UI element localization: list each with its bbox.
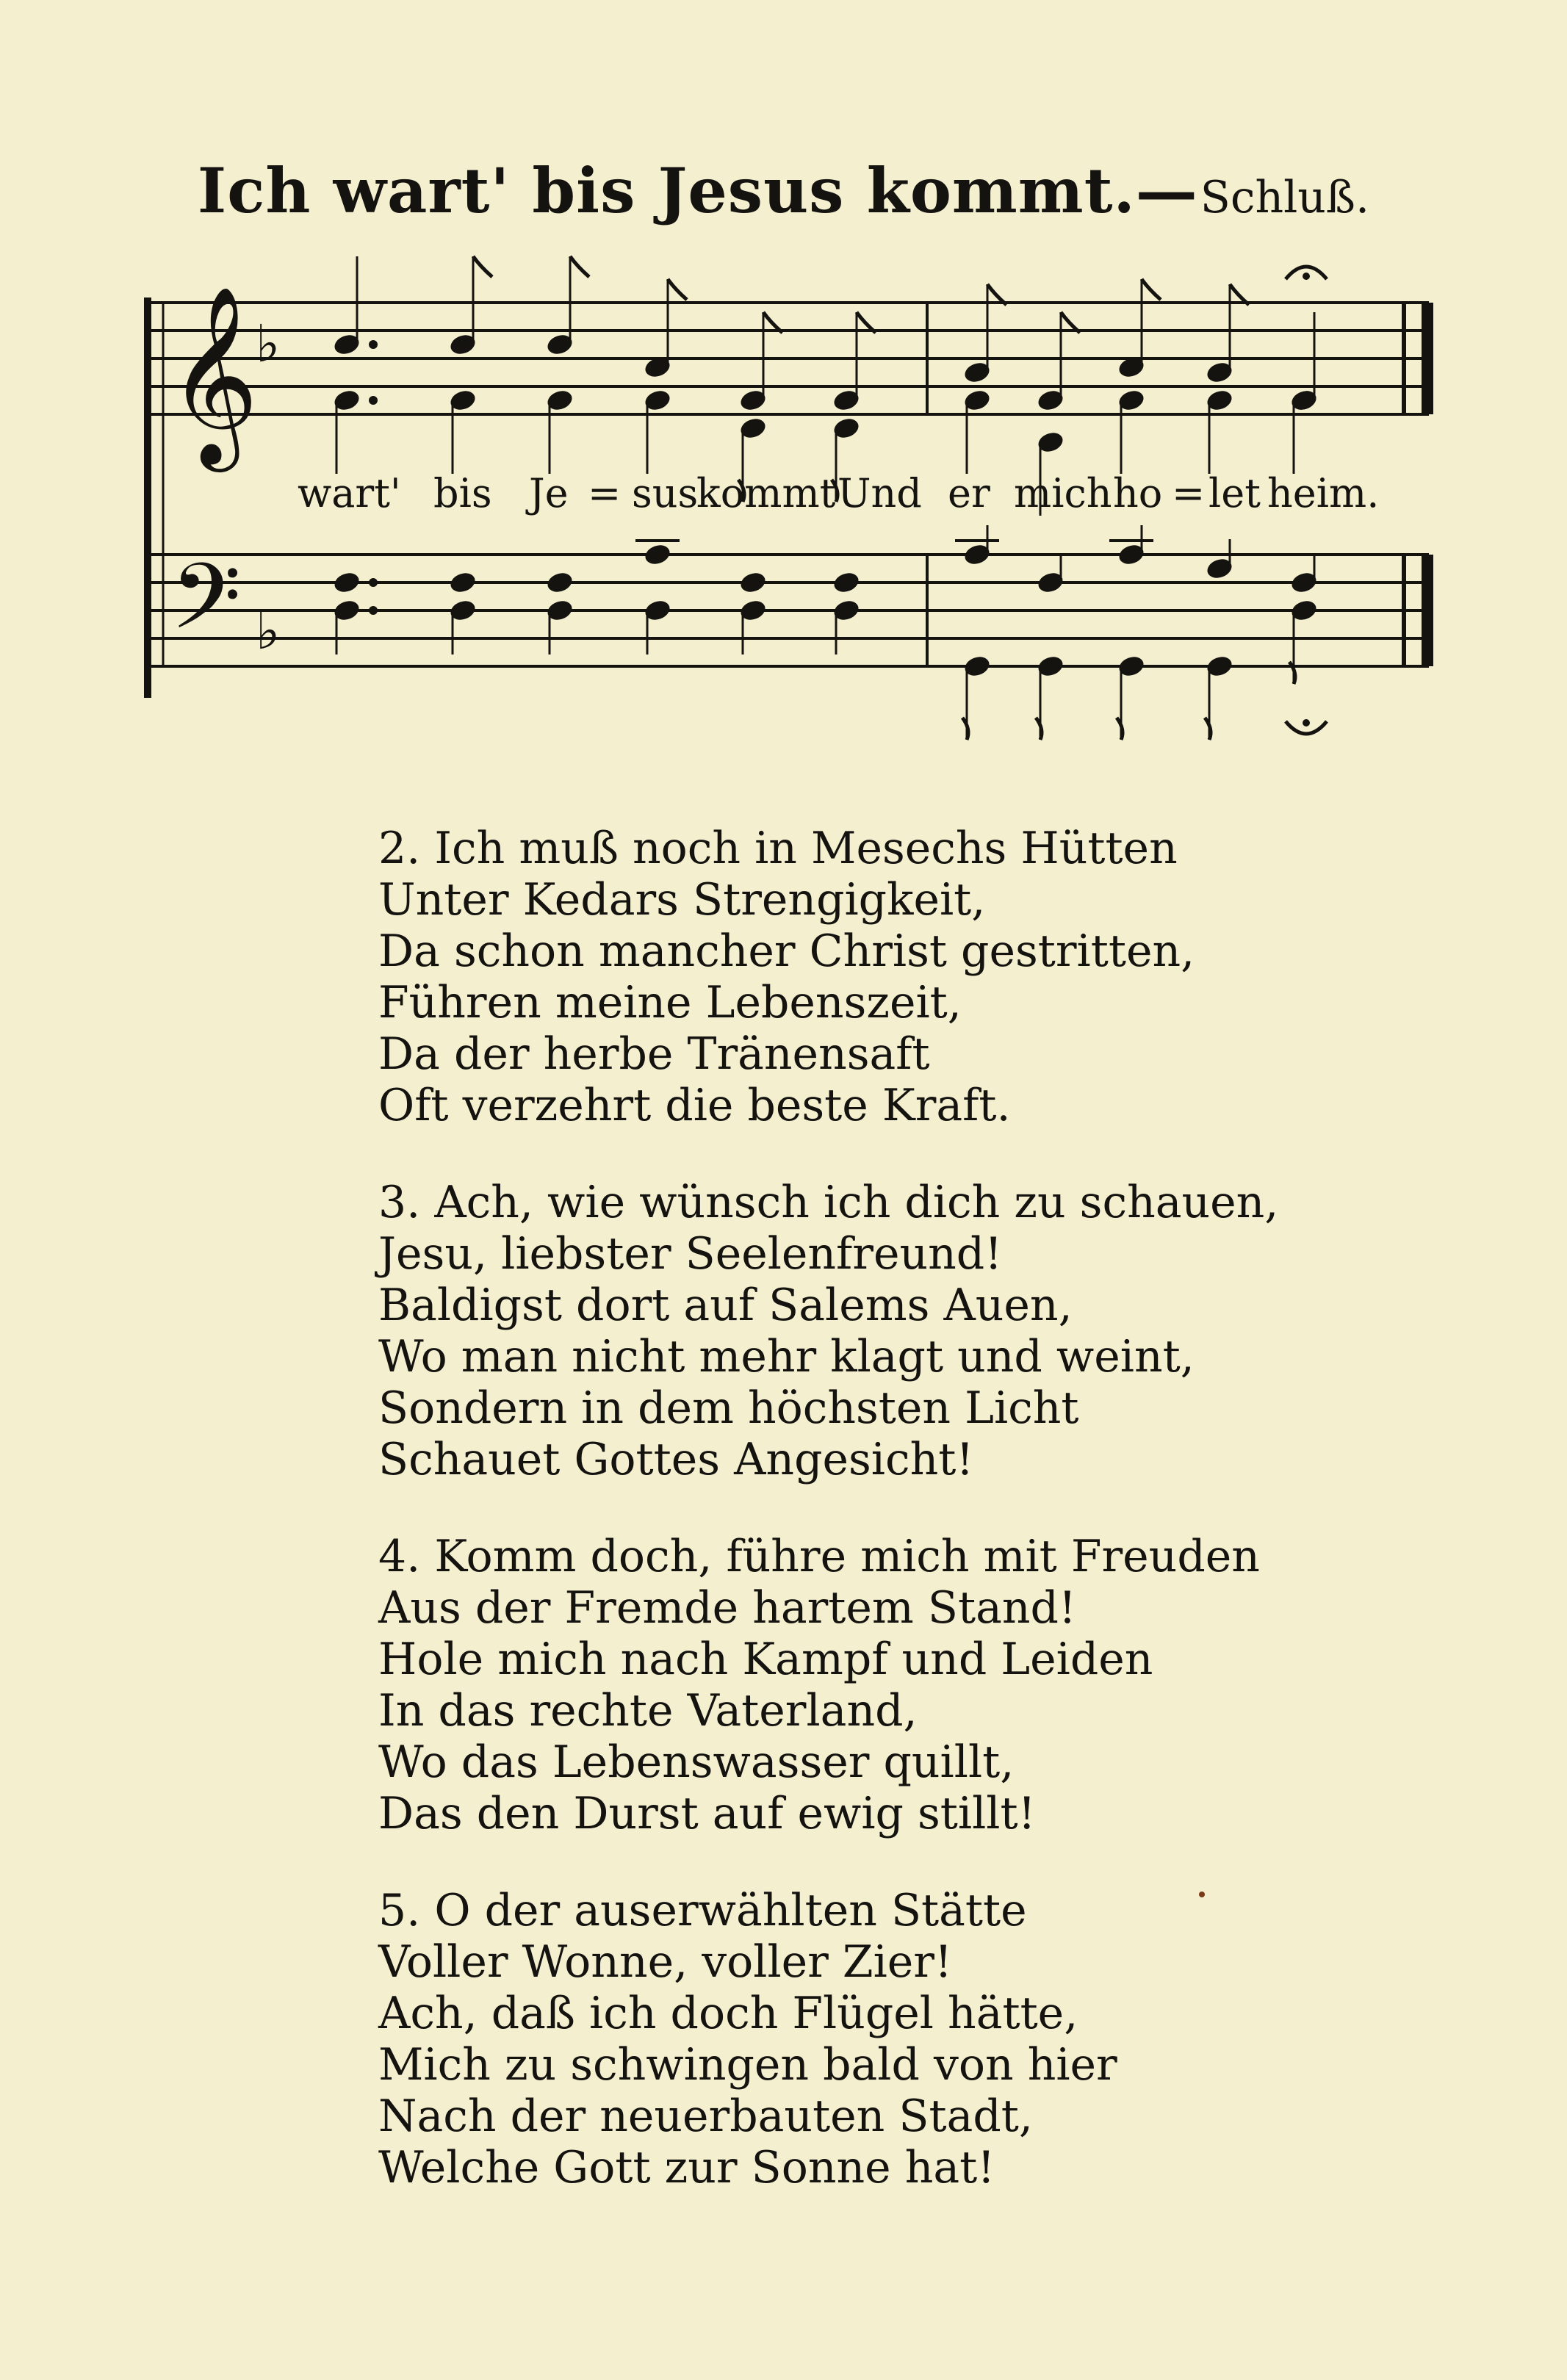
stanza-line: Oft verzehrt die beste Kraft. (378, 1080, 1011, 1131)
stanza-line: Voller Wonne, voller Zier! (378, 1936, 953, 1988)
final-barline (1422, 303, 1433, 414)
stanza-line: 3. Ach, wie wünsch ich dich zu schauen, (378, 1177, 1279, 1228)
stanza-line: Das den Durst auf ewig stillt! (378, 1788, 1036, 1839)
paper-speck (1199, 1892, 1205, 1897)
note-dot (369, 396, 378, 405)
stanza-line: Welche Gott zur Sonne hat! (378, 2142, 995, 2193)
stanza-3 (378, 1177, 1333, 1485)
note-head (738, 570, 768, 595)
title-dash: — (1135, 154, 1197, 227)
lyric-syllable: ho (1113, 470, 1163, 516)
stanza-line: Baldigst dort auf Salems Auen, (378, 1280, 1073, 1331)
lyric-syllable: sus (632, 470, 699, 516)
stanza-line: Jesu, liebster Seelenfreund! (378, 1228, 1003, 1280)
note-head (448, 570, 478, 595)
lyrics-row (0, 470, 1567, 529)
note-flag (1142, 279, 1161, 300)
lyric-syllable: kommt (696, 470, 836, 516)
stanza-line: Schauet Gottes Angesicht! (378, 1434, 974, 1485)
stanza-line: 2. Ich muß noch in Mesechs Hütten (378, 823, 1178, 874)
stanza-line: Ach, daß ich doch Flügel hätte, (378, 1988, 1078, 2039)
lyric-syllable: = (1172, 470, 1206, 516)
stanza-line: Hole mich nach Kampf und Leiden (378, 1634, 1153, 1685)
note-dot (369, 340, 378, 349)
stanza-line: Aus der Fremde hartem Stand! (378, 1582, 1077, 1634)
final-barline (1402, 555, 1406, 666)
lyric-syllable: let (1208, 470, 1261, 516)
stanza-line: Nach der neuerbauten Stadt, (378, 2091, 1033, 2142)
lyric-syllable: heim. (1267, 470, 1380, 516)
fermata-dot (1303, 273, 1310, 280)
stanza-line: Da der herbe Tränensaft (378, 1028, 930, 1080)
note-dot (369, 578, 378, 587)
title-sub: Schluß. (1200, 172, 1370, 223)
note-flag (473, 256, 492, 277)
stanza-line: Unter Kedars Strengigkeit, (378, 874, 986, 926)
stanza-line: Sondern in dem höchsten Licht (378, 1382, 1079, 1434)
lyric-syllable: Und (837, 470, 922, 516)
stanza-line: Wo das Lebenswasser quillt, (378, 1737, 1015, 1788)
lyric-syllable: mich (1014, 470, 1112, 516)
stanza-line: Wo man nicht mehr klagt und weint, (378, 1331, 1195, 1382)
stanza-line: 4. Komm doch, führe mich mit Freuden (378, 1531, 1260, 1582)
lyric-syllable: Je (529, 470, 569, 516)
stanza-4 (378, 1531, 1333, 1839)
note-dot (369, 606, 378, 615)
final-barline (1402, 303, 1406, 414)
note-head (545, 570, 574, 595)
page-title (0, 154, 1567, 227)
stanzas (378, 823, 1333, 2239)
note-flag (668, 279, 687, 300)
fermata-dot (1303, 719, 1310, 726)
flat-icon: ♭ (256, 314, 281, 374)
stanza-line: Da schon mancher Christ gestritten, (378, 926, 1195, 977)
flat-icon: ♭ (256, 601, 281, 661)
title-main: Ich wart' bis Jesus kommt. (197, 154, 1136, 227)
note-flag (570, 256, 589, 277)
final-barline (1422, 555, 1433, 666)
treble-clef-icon: 𝄞 (167, 284, 259, 464)
lyric-syllable: er (948, 470, 990, 516)
stanza-line: 5. O der auserwählten Stätte (378, 1885, 1027, 1936)
lyric-syllable: wart' (298, 470, 401, 516)
stanza-2 (378, 823, 1333, 1131)
lyric-syllable: bis (433, 470, 492, 516)
note-head (332, 570, 361, 595)
note-head (832, 570, 861, 595)
stanza-line: In das rechte Vaterland, (378, 1685, 918, 1737)
bass-clef-icon: 𝄢 (170, 544, 242, 672)
stanza-5 (378, 1885, 1333, 2193)
stanza-line: Führen meine Lebenszeit, (378, 977, 962, 1028)
note-head (643, 542, 672, 567)
lyric-syllable: = (588, 470, 622, 516)
stanza-line: Mich zu schwingen bald von hier (378, 2039, 1117, 2091)
